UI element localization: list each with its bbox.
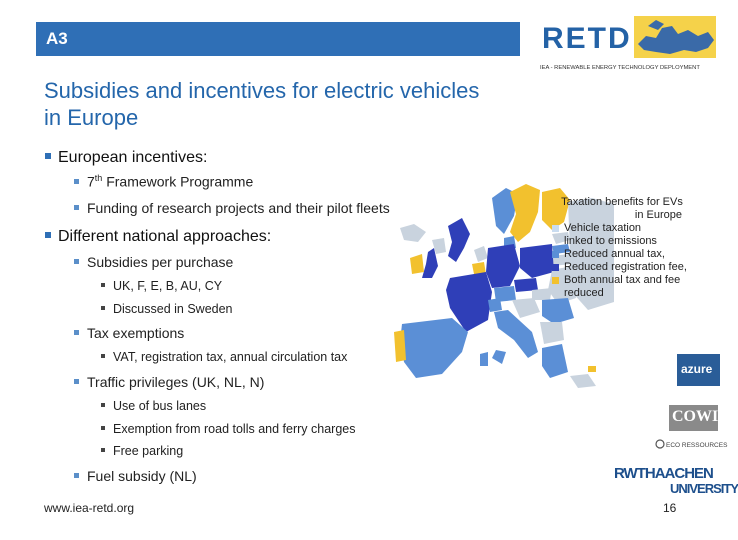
bullet-traffic-privileges (74, 374, 264, 390)
legend-label: Reduced annual tax, (564, 248, 665, 260)
azure-logo-text: azure (681, 362, 713, 376)
bullet-countries (101, 279, 222, 293)
rwth-logo-line-2: UNIVERSITY (670, 481, 738, 496)
eco-ressources-logo (655, 436, 728, 454)
retd-logo-tagline: IEA - RENEWABLE ENERGY TECHNOLOGY DEPLOYMENT (540, 65, 700, 71)
bullet-fuel-subsidy (74, 468, 197, 484)
page-number: 16 (663, 501, 677, 515)
legend-label: reduced (564, 287, 604, 299)
bullet-text: UK, F, E, B, AU, CY (113, 279, 223, 293)
eco-logo-text: ECO RESSOURCES (666, 442, 728, 449)
square-bullet-icon (74, 379, 79, 384)
bullet-text: Exemption from road tolls and ferry charges (113, 422, 356, 436)
azure-logo (677, 354, 720, 386)
slide-code: A3 (46, 29, 68, 48)
legend-label: linked to emissions (564, 235, 657, 247)
retd-logo-text: RETD (542, 22, 632, 55)
legend-item (548, 261, 696, 274)
legend-swatch (552, 225, 559, 232)
legend-swatch (552, 277, 559, 284)
bullet-text: Discussed in Sweden (113, 302, 233, 316)
cowi-logo (669, 405, 718, 431)
title-line-1: Subsidies and incentives for electric vehicles (44, 78, 480, 103)
square-bullet-icon (45, 232, 51, 238)
square-bullet-icon (74, 179, 79, 184)
bullet-text: Fuel subsidy (NL) (87, 468, 197, 484)
bullet-text: Subsidies per purchase (87, 254, 234, 270)
bullet-bus-lanes (101, 399, 206, 413)
bullet-national-approaches (45, 228, 271, 246)
bullet-text: Funding of research projects and their pilot fleets (87, 200, 390, 216)
cowi-logo-text: COWI (672, 408, 719, 425)
rwth-logo (614, 465, 738, 500)
legend-item (548, 274, 696, 300)
bullet-tax-exemptions (74, 325, 184, 341)
bullet-text: European incentives: (58, 149, 208, 166)
bullet-free-parking (101, 444, 183, 458)
legend-swatch (552, 251, 559, 258)
bullet-text: VAT, registration tax, annual circulation tax (113, 350, 348, 364)
header-bar (36, 22, 520, 56)
bullet-text: Use of bus lanes (113, 399, 207, 413)
legend-label: Both annual tax and fee (564, 274, 681, 286)
legend-title: Taxation benefits for EVs (561, 196, 683, 208)
bullet-road-tolls (101, 422, 355, 436)
retd-logo (538, 14, 716, 72)
bullet-text: Different national approaches: (58, 228, 272, 245)
bullet-text: Free parking (113, 444, 184, 458)
square-bullet-icon (74, 473, 79, 478)
bullet-subsidies (74, 254, 233, 270)
fp-ordinal: th (94, 173, 103, 183)
square-bullet-icon (74, 205, 79, 210)
square-bullet-icon (101, 448, 105, 452)
square-bullet-icon (101, 426, 105, 430)
legend-label: Reduced registration fee, (564, 261, 687, 273)
square-bullet-icon (101, 354, 105, 358)
legend-item (548, 222, 696, 248)
title-line-2: in Europe (44, 105, 139, 130)
bullet-text: Traffic privileges (UK, NL, N) (87, 374, 265, 390)
map-legend (548, 196, 696, 300)
legend-item (548, 248, 696, 261)
bullet-text: Tax exemptions (87, 325, 185, 341)
square-bullet-icon (101, 283, 105, 287)
fp-number: 7 (87, 173, 95, 190)
square-bullet-icon (74, 330, 79, 335)
legend-title-2: in Europe (634, 209, 682, 221)
footer-url[interactable]: www.iea-retd.org (44, 501, 135, 515)
legend-label: Vehicle taxation (564, 222, 642, 234)
rwth-logo-line-1: RWTHAACHEN (614, 465, 713, 482)
square-bullet-icon (101, 403, 105, 407)
square-bullet-icon (74, 259, 79, 264)
fp-text: Framework Programme (102, 173, 254, 190)
legend-swatch (552, 264, 559, 271)
bullet-european-incentives (45, 149, 207, 167)
square-bullet-icon (45, 153, 51, 159)
bullet-funding (74, 200, 390, 216)
square-bullet-icon (101, 306, 105, 310)
slide-title (44, 77, 604, 131)
bullet-framework-programme (74, 173, 253, 190)
bullet-vat (101, 350, 347, 364)
bullet-sweden (101, 302, 233, 316)
